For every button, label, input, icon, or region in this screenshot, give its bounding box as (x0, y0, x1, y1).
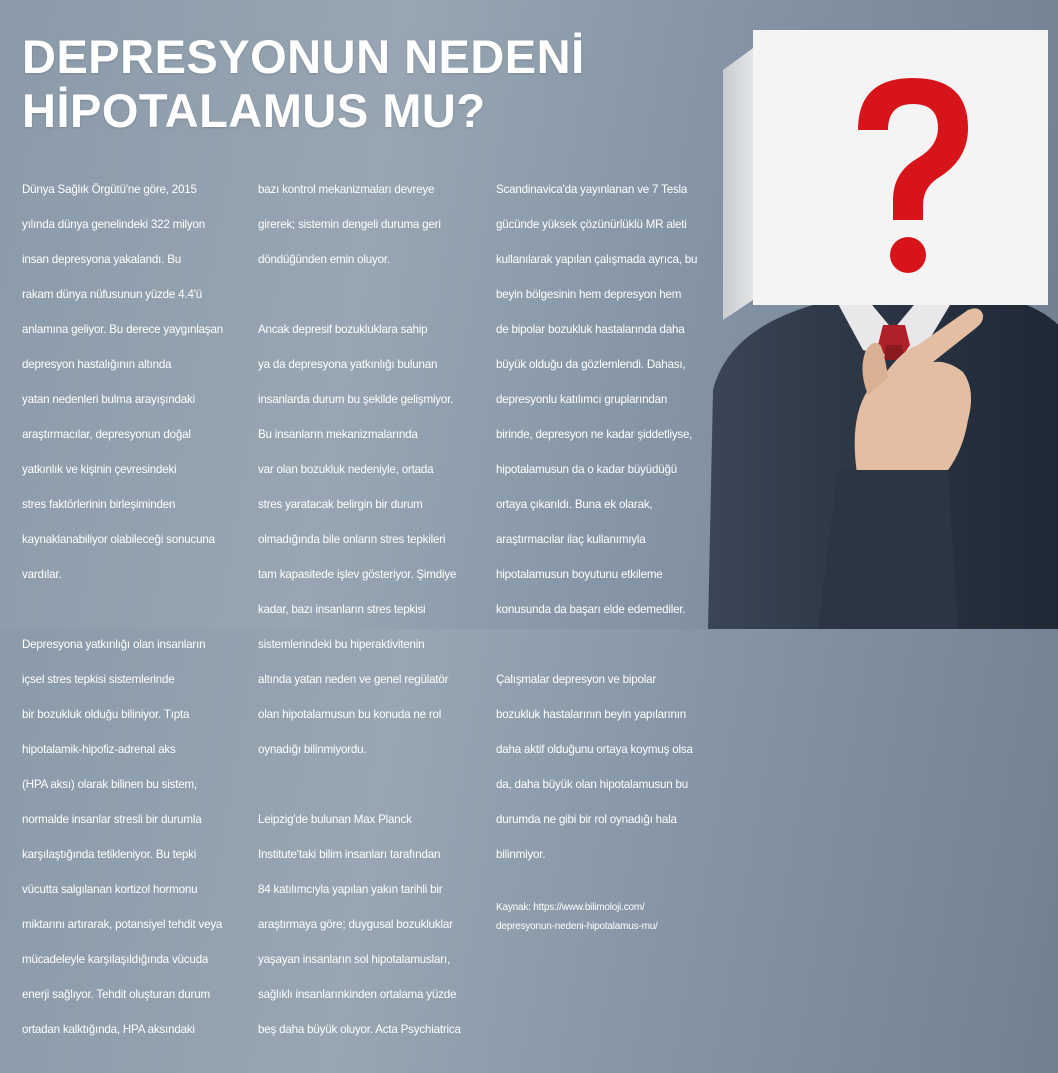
text-line: beş daha büyük oluyor. Acta Psychiatrica (258, 1022, 461, 1036)
text-line: insan depresyona yakalandı. Bu (22, 252, 182, 266)
text-line: Ancak depresif bozukluklara sahip (258, 322, 428, 336)
text-line: birinde, depresyon ne kadar şiddetliyse, (496, 427, 693, 441)
question-mark-dot (890, 237, 926, 273)
text-line: yatan nedenleri bulma arayışındaki (22, 392, 196, 406)
text-line: araştırmacılar, depresyonun doğal (22, 427, 191, 441)
text-line: normalde insanlar stresli bir durumla (22, 812, 202, 826)
text-line: araştırmaya göre; duygusal bozukluklar (258, 917, 453, 931)
text-line: durumda ne gibi bir rol oynadığı hala (496, 812, 677, 826)
text-line: yılında dünya genelindeki 322 milyon (22, 217, 205, 231)
source-line[interactable]: Kaynak: https://www.bilimoloji.com/ (496, 902, 645, 913)
text-line: bazı kontrol mekanizmaları devreye (258, 182, 435, 196)
text-line: daha aktif olduğunu ortaya koymuş olsa (496, 742, 693, 756)
paragraph (496, 163, 726, 636)
text-line: miktarını artırarak, potansiyel tehdit veya (22, 917, 223, 931)
text-line: araştırmacılar ilaç kullanımıyla (496, 532, 646, 546)
text-line: karşılaştığında tetikleniyor. Bu tepki (22, 847, 197, 861)
text-line: (HPA aksı) olarak bilinen bu sistem, (22, 777, 197, 791)
paragraph (258, 793, 488, 1056)
text-line: hipotalamik-hipofiz-adrenal aks (22, 742, 176, 756)
text-line: bilinmiyor. (496, 847, 546, 861)
text-line: stres faktörlerinin birleşiminden (22, 497, 176, 511)
box-head-illustration (718, 0, 1058, 629)
text-line: kaynaklanabiliyor olabileceği sonucuna (22, 532, 215, 546)
text-line: girerek; sistemin dengeli duruma geri (258, 217, 441, 231)
text-line: Depresyona yatkınlığı olan insanların (22, 637, 206, 651)
text-line: rakam dünya nüfusunun yüzde 4.4'ü (22, 287, 202, 301)
text-line: sistemlerindeki bu hiperaktivitenin (258, 637, 425, 651)
text-line: konusunda da başarı elde edemediler. (496, 602, 686, 616)
text-line: gücünde yüksek çözünürlüklü MR aleti (496, 217, 687, 231)
text-line: 84 katılımcıyla yapılan yakın tarihli bir (258, 882, 443, 896)
text-line: enerji sağlıyor. Tehdit oluşturan durum (22, 987, 210, 1001)
title-line-1: DEPRESYONUN NEDENİ (22, 30, 585, 83)
text-line: insanlarda durum bu şekilde gelişmiyor. (258, 392, 454, 406)
text-line: yatkınlık ve kişinin çevresindeki (22, 462, 177, 476)
text-line: vardılar. (22, 567, 62, 581)
paragraph (22, 618, 247, 1056)
text-line: ortadan kalktığında, HPA aksındaki (22, 1022, 195, 1036)
text-line: bozukluk hastalarının beyin yapılarının (496, 707, 687, 721)
text-line: sağlıklı insanlarınkinden ortalama yüzde (258, 987, 457, 1001)
article-title (22, 30, 585, 138)
text-line: anlamına geliyor. Bu derece yaygınlaşan (22, 322, 224, 336)
text-line: içsel stres tepkisi sistemlerinde (22, 672, 175, 686)
text-line: Dünya Sağlık Örgütü'ne göre, 2015 (22, 182, 197, 196)
text-line: olmadığında bile onların stres tepkileri (258, 532, 446, 546)
text-line: ortaya çıkarıldı. Buna ek olarak, (496, 497, 653, 511)
text-line: vücutta salgılanan kortizol hormonu (22, 882, 198, 896)
text-line: stres yaratacak belirgin bir durum (258, 497, 423, 511)
source-citation (496, 898, 726, 936)
title-line-2: HİPOTALAMUS MU? (22, 84, 486, 137)
text-line: ya da depresyona yatkınlığı bulunan (258, 357, 438, 371)
text-column-2 (258, 163, 488, 1073)
box-side (723, 48, 753, 320)
text-line: kullanılarak yapılan çalışmada ayrıca, bu (496, 252, 698, 266)
paragraph (22, 163, 247, 601)
paragraph (258, 163, 488, 286)
text-line: beyin bölgesinin hem depresyon hem (496, 287, 682, 301)
text-line: yaşayan insanların sol hipotalamusları, (258, 952, 450, 966)
sleeve-shape (818, 470, 958, 629)
text-line: oynadığı bilinmiyordu. (258, 742, 367, 756)
text-line: var olan bozukluk nedeniyle, ortada (258, 462, 434, 476)
text-line: altında yatan neden ve genel regülatör (258, 672, 449, 686)
text-line: depresyon hastalığının altında (22, 357, 172, 371)
text-line: Bu insanların mekanizmalarında (258, 427, 418, 441)
text-line: da, daha büyük olan hipotalamusun bu (496, 777, 688, 791)
paragraph (258, 303, 488, 776)
text-line: hipotalamusun da o kadar büyüdüğü (496, 462, 677, 476)
text-line: de bipolar bozukluk hastalarında daha (496, 322, 685, 336)
text-line: döndüğünden emin oluyor. (258, 252, 390, 266)
text-line: olan hipotalamusun bu konuda ne rol (258, 707, 442, 721)
text-line: Institute'taki bilim insanları tarafından (258, 847, 441, 861)
source-line[interactable]: depresyonun-nedeni-hipotalamus-mu/ (496, 921, 658, 932)
text-line: hipotalamusun boyutunu etkileme (496, 567, 663, 581)
text-column-1 (22, 163, 247, 1073)
text-line: Çalışmalar depresyon ve bipolar (496, 672, 657, 686)
text-line: depresyonlu katılımcı gruplarından (496, 392, 668, 406)
text-column-3 (496, 163, 726, 936)
text-line: mücadeleyle karşılaşıldığında vücuda (22, 952, 209, 966)
text-line: büyük olduğu da gözlemlendi. Dahası, (496, 357, 686, 371)
text-line: Leipzig'de bulunan Max Planck (258, 812, 412, 826)
paragraph (496, 653, 726, 881)
text-line: kadar, bazı insanların stres tepkisi (258, 602, 426, 616)
text-line: bir bozukluk olduğu biliniyor. Tıpta (22, 707, 190, 721)
text-line: Scandinavica'da yayınlanan ve 7 Tesla (496, 182, 688, 196)
text-line: tam kapasitede işlev gösteriyor. Şimdiye (258, 567, 457, 581)
